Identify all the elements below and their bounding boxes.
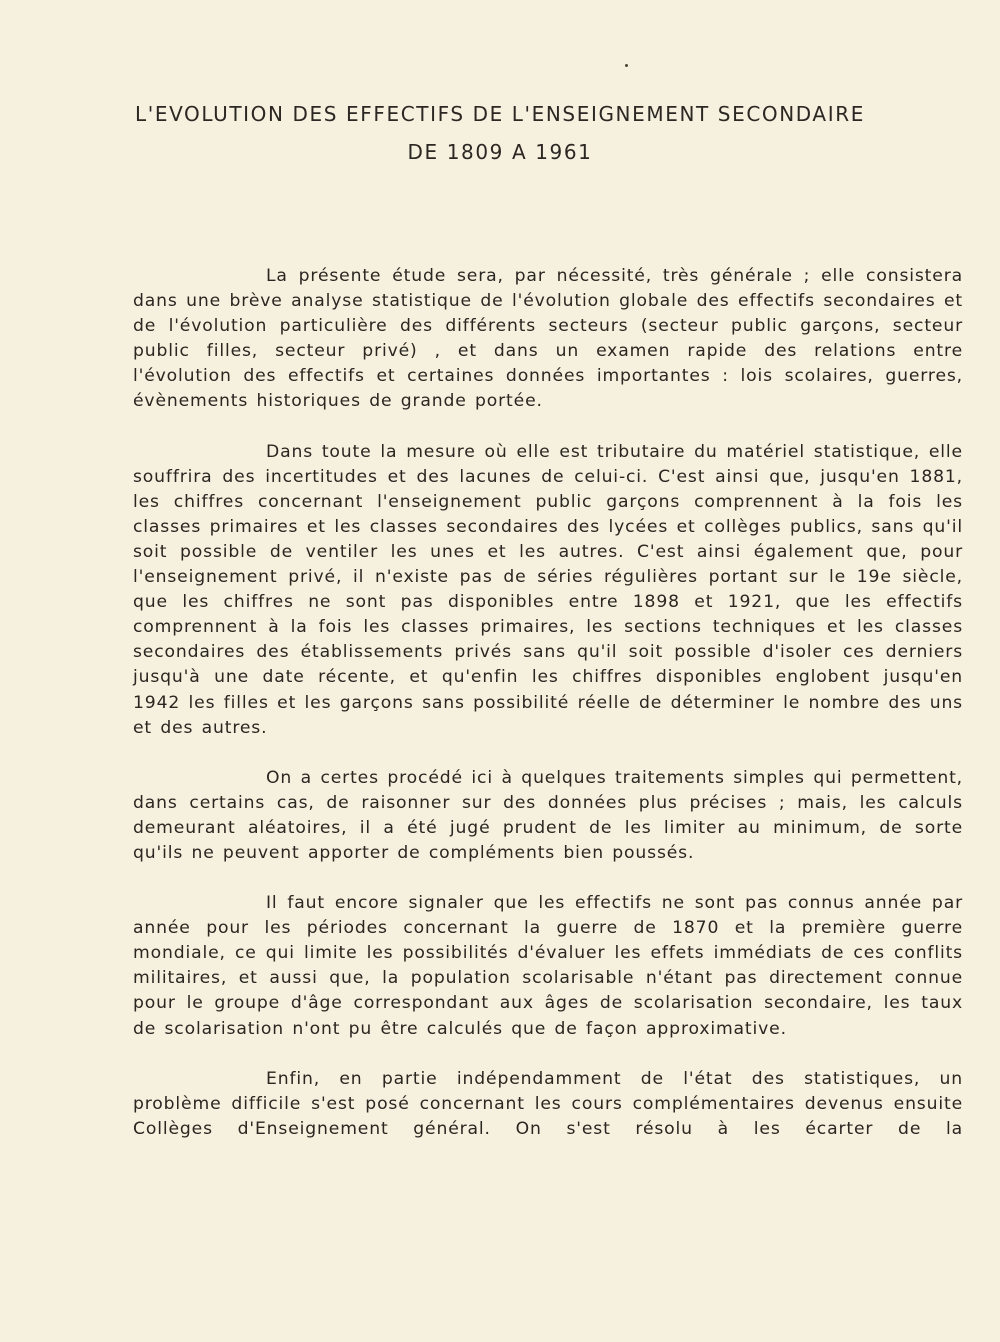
document-subtitle: DE 1809 A 1961 [407,140,593,164]
paragraph-1: La présente étude sera, par nécessité, très générale ; elle consistera dans une brève analyse statistique de l'évolution globale des effectifs secondaires et de l'évolution particulière des différents secteurs (secteur public garçons, secteur public filles, secteur privé) , et dans un examen rapide des relations entre l'évolution des effectifs et certaines données importantes : lois scolaires, guerres, évènements historiques de grande portée. [133,266,963,412]
paragraph-2: Dans toute la mesure où elle est tributaire du matériel statistique, elle souffrira des incertitudes et des lacunes de celui-ci. C'est ainsi que, jusqu'en 1881, les chiffres concernant l'enseignement public garçons comprennent à la fois les classes primaires et les classes secondaires des lycées et collèges publics, sans qu'il soit possible de ventiler les unes et les autres. C'est ainsi également que, pour l'enseignement privé, il n'existe pas de séries régulières portant sur le 19e siècle, que les chiffres ne sont pas disponibles entre 1898 et 1921, que les effectifs comprennent à la fois les classes primaires, les sections techniques et les classes secondaires des établissements privés sans qu'il soit possible d'isoler ces derniers jusqu'à une date récente, et qu'enfin les chiffres disponibles englobent jusqu'en 1942 les filles et les garçons sans possibilité réelle de déterminer le nombre des uns et des autres. [133,441,963,738]
paragraph-3: On a certes procédé ici à quelques traitements simples qui permettent, dans certains cas, de raisonner sur des données plus précises ; mais, les calculs demeurant aléatoires, il a été jugé prudent de les limiter au minimum, de sorte qu'ils ne peuvent apporter de compléments bien poussés. [133,767,963,863]
paragraph-5: Enfin, en partie indépendamment de l'état des statistiques, un problème difficile s'est posé concernant les cours complémentaires devenus ensuite Collèges d'Enseignement général. On s'est résolu à les écarter de la [133,1068,963,1139]
document-title: L'EVOLUTION DES EFFECTIFS DE L'ENSEIGNEMENT SECONDAIRE [135,102,865,126]
paragraph-4: Il faut encore signaler que les effectifs ne sont pas connus année par année pour les périodes concernant la guerre de 1870 et la première guerre mondiale, ce qui limite les possibilités d'évaluer les effets immédiats de ces conflits militaires, et aussi que, la population scolarisable n'étant pas directement connue pour le groupe d'âge correspondant aux âges de scolarisation secondaire, les taux de scolarisation n'ont pu être calculés que de façon approximative. [133,893,963,1039]
page-mark [625,64,628,67]
document-body [133,264,963,1167]
